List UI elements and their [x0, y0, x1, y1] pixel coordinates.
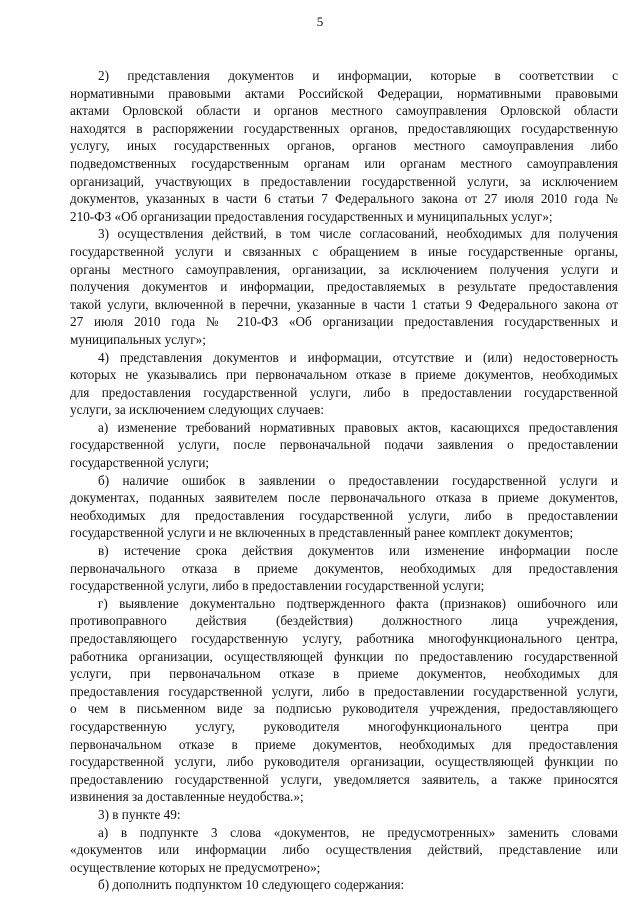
text-line: первоначального отказа в приеме документов, необходимых для предоставления: [70, 560, 618, 576]
text-line: первоначальном отказе в приеме документов, необходимых для предоставления: [70, 736, 618, 752]
text-line: в) истечение срока действия документов или изменение информации после: [98, 543, 618, 559]
text-line: предоставления государственной услуги, либо в предоставлении государственной услуги,: [70, 683, 618, 699]
text-line: 3) в пункте 49:: [98, 806, 181, 822]
text-line: противоправного действия (бездействия) должностного лица учреждения,: [70, 613, 618, 629]
text-line: муниципальных услуг»;: [70, 331, 206, 347]
text-line: государственной услуги, либо руководителя организации, осуществляющей функции по: [70, 754, 618, 770]
text-line: органы местного самоуправления, организации, за исключением получения услуги и: [70, 261, 618, 277]
document-body: [70, 67, 618, 894]
text-line: документах, поданных заявителем после первоначального отказа в приеме документов,: [70, 490, 618, 506]
text-line: б) дополнить подпунктом 10 следующего содержания:: [98, 877, 405, 893]
text-line: г) выявление документально подтвержденного факта (признаков) ошибочного или: [98, 595, 618, 611]
text-line: получения документов и информации, предоставляемых в результате предоставления: [70, 279, 618, 295]
text-line: 27 июля 2010 года № 210-ФЗ «Об организации предоставления государственных и: [70, 314, 618, 330]
text-line: услуги, при первоначальном отказе в приеме документов, необходимых для: [70, 666, 618, 682]
text-line: работника организации, осуществляющей функции по предоставлению государственной: [70, 648, 618, 664]
text-line: государственной услуги, после первоначальной подачи заявления о предоставлении: [70, 437, 618, 453]
text-line: такой услуги, включенной в перечни, указанные в части 1 статьи 9 Федерального закона от: [70, 296, 618, 312]
text-line: для предоставления государственной услуги, либо в предоставлении государственной: [70, 384, 618, 400]
text-line: находятся в распоряжении государственных органов, предоставляющих государственную: [70, 120, 618, 136]
text-line: извинения за доставленные неудобства.»;: [70, 789, 304, 805]
text-line: актами Орловской области и органов местного самоуправления Орловской области: [70, 103, 618, 119]
text-line: «документов или информации либо осуществления действий, представление или: [70, 842, 618, 858]
text-line: государственную услугу, руководителя многофункционального центра при: [70, 718, 618, 734]
text-line: государственной услуги и не включенных в представленный ранее комплект документов;: [70, 525, 574, 541]
text-line: 4) представления документов и информации, отсутствие и (или) недостоверность: [98, 349, 618, 365]
text-line: государственной услуги;: [70, 455, 210, 471]
text-line: услуги, за исключением следующих случаев:: [70, 402, 325, 418]
text-line: предоставляющего государственную услугу, работника многофункционального центра,: [70, 631, 618, 646]
text-line: о чем в письменном виде за подписью руководителя учреждения, предоставляющего: [70, 701, 618, 717]
text-line: осуществление которых не предусмотрено»;: [70, 859, 321, 875]
text-line: 2) представления документов и информации, которые в соответствии с: [98, 68, 618, 83]
text-line: которых не указывались при первоначальном отказе в приеме документов, необходимых: [70, 367, 618, 383]
text-line: а) изменение требований нормативных правовых актов, касающихся предоставления: [98, 419, 618, 435]
text-line: подведомственных государственным органам или органам местного самоуправления: [70, 155, 618, 171]
text-line: а) в подпункте 3 слова «документов, не предусмотренных» заменить словами: [98, 824, 618, 840]
text-line: организаций, участвующих в предоставлении государственной услуги, за исключением: [70, 173, 618, 189]
text-line: необходимых для предоставления государственной услуги, либо в предоставлении: [70, 507, 618, 523]
text-line: государственной услуги, либо в предоставлении государственной услуги;: [70, 578, 485, 594]
page-number: 5: [316, 14, 324, 29]
text-line: услугу, иных государственных органов, органов местного самоуправления либо: [70, 138, 618, 154]
text-line: государственной услуги и связанных с обращением в иные государственные органы,: [70, 243, 618, 259]
text-line: документов, указанных в части 6 статьи 7 Федерального закона от 27 июля 2010 года №: [70, 191, 618, 207]
text-line: нормативными правовыми актами Российской Федерации, нормативными правовыми: [70, 85, 618, 101]
text-line: б) наличие ошибок в заявлении о предоставлении государственной услуги и: [98, 472, 618, 488]
text-line: 210-ФЗ «Об организации предоставления государственных и муниципальных услуг»;: [70, 208, 553, 224]
text-line: 3) осуществления действий, в том числе согласований, необходимых для получения: [98, 226, 618, 242]
text-line: предоставлению государственной услуги, уведомляется заявитель, а также приносятся: [70, 771, 618, 787]
